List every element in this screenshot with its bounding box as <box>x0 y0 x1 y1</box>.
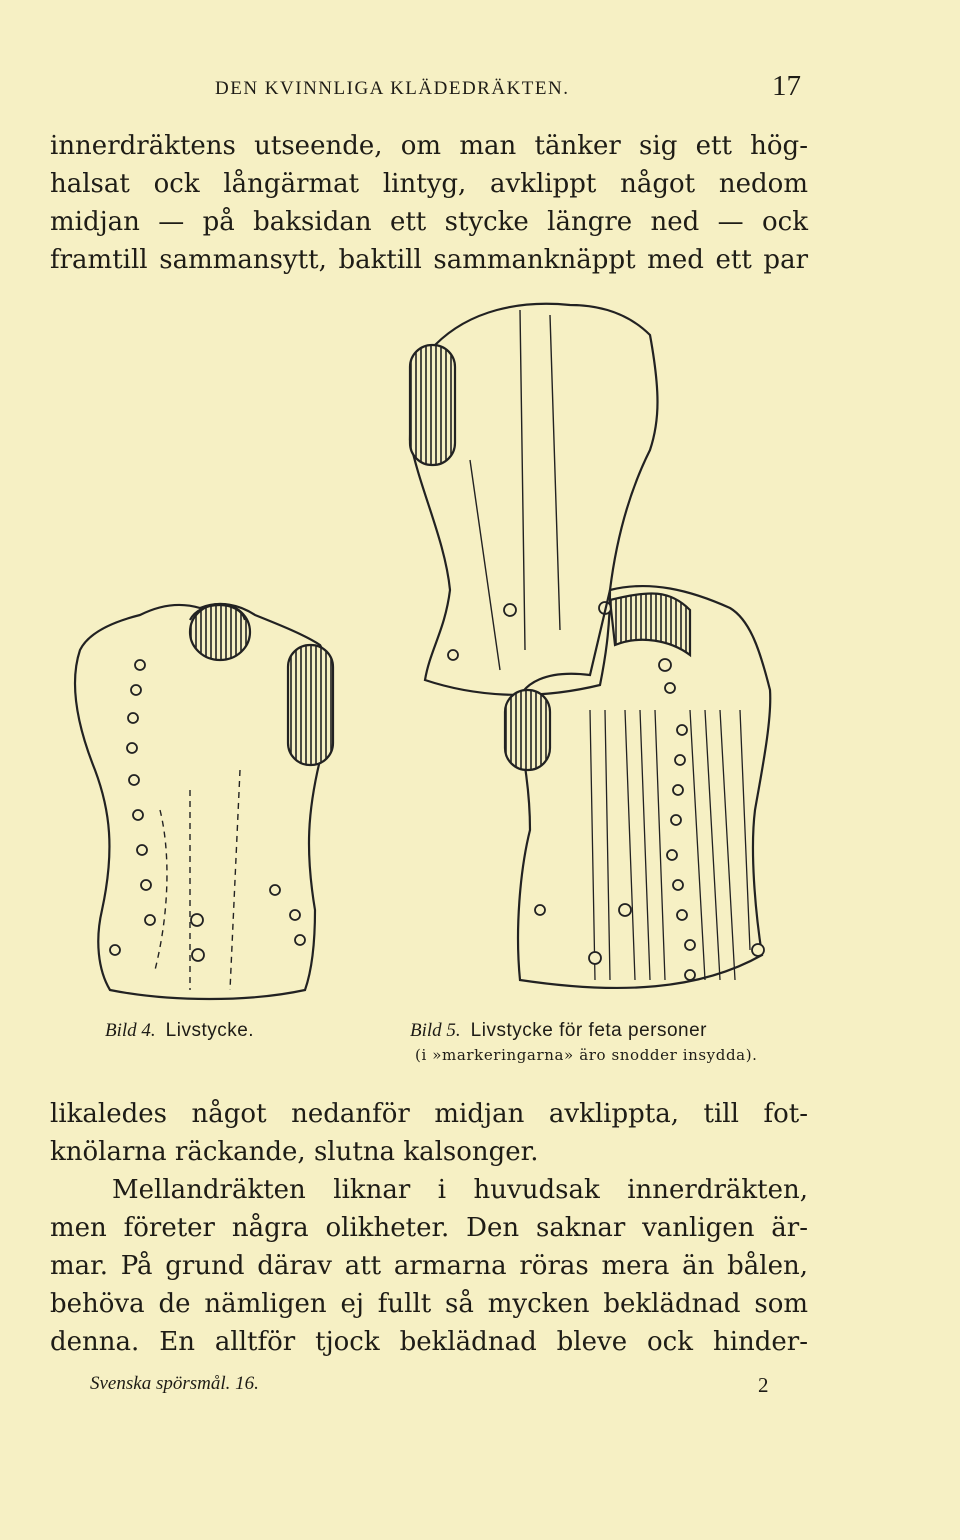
text-line: likaledes något nedanför midjan avklippta, till fot- <box>50 1099 808 1129</box>
figure-illustrations <box>50 290 810 1010</box>
text-line: knölarna räckande, slutna kalsonger. <box>50 1137 539 1167</box>
text-line: men företer några olikheter. Den saknar vanligen är- <box>50 1213 808 1243</box>
sheet-number: 2 <box>758 1373 769 1397</box>
figure-label: Bild 4. <box>105 1020 156 1041</box>
text-line: midjan — på baksidan ett stycke längre ned — ock <box>50 207 808 237</box>
text-line: mar. På grund därav att armarna röras mera än bålen, <box>50 1251 808 1281</box>
corset-bodice-illustration <box>410 304 770 988</box>
text-line: behöva de nämligen ej fullt så mycken beklädnad som <box>50 1289 808 1319</box>
text-line: denna. En alltför tjock beklädnad bleve ock hinder- <box>50 1327 808 1357</box>
figure-title: Livstycke för feta personer <box>470 1020 707 1041</box>
text-line: framtill sammansytt, baktill sammanknäppt med ett par <box>50 245 808 275</box>
text-line: Mellandräkten liknar i huvudsak innerdräkten, <box>112 1175 808 1205</box>
running-title: DEN KVINNLIGA KLÄDEDRÄKTEN. <box>215 78 570 99</box>
figure-title: Livstycke. <box>165 1020 255 1041</box>
caption-note: (i »markeringarna» äro snodder insydda). <box>415 1046 758 1064</box>
signature-mark: Svenska spörsmål. 16. <box>90 1373 259 1394</box>
paragraph-top <box>50 127 808 279</box>
text-line: innerdräktens utseende, om man tänker sig ett hög- <box>50 131 808 161</box>
caption-figure-5 <box>410 1020 707 1042</box>
bodice-illustration <box>75 604 333 999</box>
text-line: halsat ock långärmat lintyg, avklippt något nedom <box>50 169 808 199</box>
page-number: 17 <box>772 70 801 102</box>
figure-label: Bild 5. <box>410 1020 461 1041</box>
caption-figure-4 <box>105 1020 254 1042</box>
paragraph-bottom <box>50 1095 808 1361</box>
